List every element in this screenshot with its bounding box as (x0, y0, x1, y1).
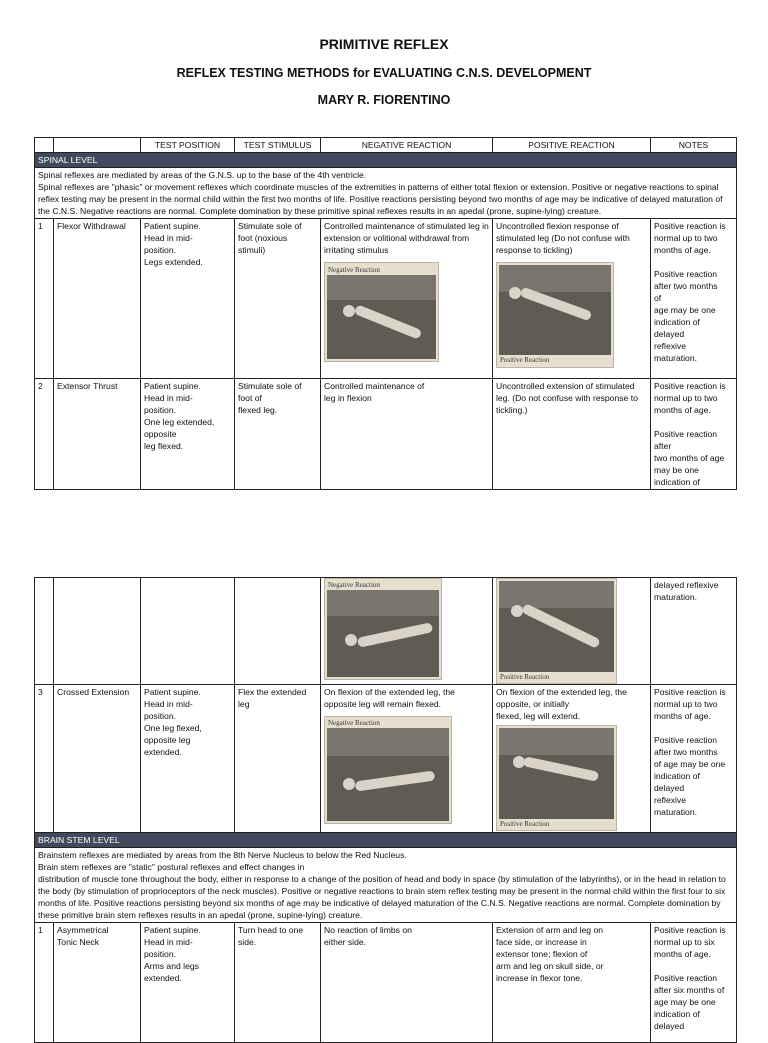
test-position: Patient supine. Head in mid- position. Legs extended. (141, 219, 235, 379)
column-header-positive-reaction: POSITIVE REACTION (493, 138, 651, 153)
column-header-notes: NOTES (651, 138, 737, 153)
negative-reaction-cell (321, 219, 493, 379)
row-number: 3 (35, 685, 54, 833)
reflex-table-part1 (34, 137, 737, 490)
test-stimulus: Stimulate sole of foot (noxious stimuli) (235, 219, 321, 379)
positive-reaction-cell (493, 685, 651, 833)
positive-reaction-cell (493, 578, 651, 685)
section-row-spinal (35, 153, 737, 168)
test-stimulus: Stimulate sole of foot of flexed leg. (235, 379, 321, 490)
section-row-brain-stem (35, 833, 737, 848)
negative-reaction-cell (321, 578, 493, 685)
positive-reaction-text: Uncontrolled flexion response of stimulated leg (Do not confuse with response to tickling) (496, 221, 630, 255)
column-header (54, 138, 141, 153)
test-position: Patient supine. Head in mid- position. Arms and legs extended. (141, 923, 235, 1043)
notes: Positive reaction is normal up to six months of age. Positive reaction after six months of age may be one indication of delayed (651, 923, 737, 1043)
column-header-negative-reaction: NEGATIVE REACTION (321, 138, 493, 153)
positive-reaction-photo (496, 725, 617, 831)
photo-caption: Positive Reaction (500, 673, 550, 681)
table-row (35, 379, 737, 490)
positive-reaction-text: On flexion of the extended leg, the opposite, or initially flexed, leg will extend. (496, 687, 627, 721)
brainstem-paragraph-3: distribution of muscle tone throughout the body, either in response to a change of the position of head and body in space (by stimulation of the labyrinths), or in the head in relation to the body (by stimulation of proprioceptors of the neck muscles). Positive or negative reactions to brain stem reflex testing may be present in the normal child within the first four to six months of life. Positive reactions persisting beyond six months of age may be indicative of delayed maturation of the C.N.S. Negative reactions are normal. Complete domination by these primitive brain stem reflexes results in an apedal (prone, supine-lying) creature. (38, 874, 726, 920)
reflex-name: Flexor Withdrawal (54, 219, 141, 379)
photo-caption: Negative Reaction (328, 266, 380, 274)
section-description-row (35, 848, 737, 923)
column-header-test-position: TEST POSITION (141, 138, 235, 153)
test-stimulus: Flex the extended leg (235, 685, 321, 833)
section-description-brain-stem (35, 848, 737, 923)
negative-reaction-photo (324, 262, 439, 362)
positive-reaction-photo (496, 262, 614, 368)
photo-caption: Negative Reaction (328, 719, 380, 727)
negative-reaction-photo (324, 578, 442, 680)
reflex-name: Asymmetrical Tonic Neck (54, 923, 141, 1043)
reflex-name: Crossed Extension (54, 685, 141, 833)
document-subtitle: REFLEX TESTING METHODS for EVALUATING C.N.S. DEVELOPMENT (176, 66, 592, 80)
negative-reaction-text: No reaction of limbs on either side. (321, 923, 493, 1043)
row-number: 1 (35, 923, 54, 1043)
row-number: 1 (35, 219, 54, 379)
positive-reaction-text: Extension of arm and leg on face side, or increase in extensor tone; flexion of arm and leg on skull side, or increase in flexor tone. (493, 923, 651, 1043)
positive-reaction-cell (493, 219, 651, 379)
notes: delayed reflexive maturation. (651, 578, 737, 685)
section-heading-spinal: SPINAL LEVEL (35, 153, 737, 168)
column-header-test-stimulus: TEST STIMULUS (235, 138, 321, 153)
table-row (35, 923, 737, 1043)
photo-caption: Positive Reaction (500, 356, 550, 364)
test-stimulus: Turn head to one side. (235, 923, 321, 1043)
notes: Positive reaction is normal up to two months of age. Positive reaction after two months of age may be one indication of (651, 379, 737, 490)
negative-reaction-text: On flexion of the extended leg, the opposite leg will remain flexed. (324, 687, 455, 709)
table-row-continued (35, 578, 737, 685)
photo-caption: Negative Reaction (328, 581, 380, 589)
table-row (35, 219, 737, 379)
table-row (35, 685, 737, 833)
column-header (35, 138, 54, 153)
brainstem-paragraph-2: Brain stem reflexes are "static" postural reflexes and effect changes in (38, 862, 305, 872)
document-author: MARY R. FIORENTINO (317, 93, 451, 107)
spinal-paragraph-1: Spinal reflexes are mediated by areas of the G.N.S. up to the base of the 4th ventricle. (38, 170, 367, 180)
reflex-table-part2 (34, 577, 737, 1043)
notes: Positive reaction is normal up to two months of age. Positive reaction after two months of age may be one indication of delayed reflexive maturation. (651, 219, 737, 379)
spinal-paragraph-2: Spinal reflexes are "phasic" or movement reflexes which coordinate muscles of the extremities in patterns of either total flexion or extension. Positive or negative reactions to spinal reflex testing may be present in the normal child within the first two months of life. Positive reactions persisting beyond two months of age may be indicative of delayed maturation of the C.N.S. Negative reactions are normal. Complete domination by these primitive spinal reflexes results in an apedal (prone, supine-lying) creature. (38, 182, 723, 216)
test-position: Patient supine. Head in mid- position. One leg extended, opposite leg flexed. (141, 379, 235, 490)
negative-reaction-text: Controlled maintenance of leg in flexion (321, 379, 493, 490)
section-heading-brain-stem: BRAIN STEM LEVEL (35, 833, 737, 848)
reflex-name: Extensor Thrust (54, 379, 141, 490)
positive-reaction-photo (496, 578, 617, 684)
negative-reaction-cell (321, 685, 493, 833)
notes: Positive reaction is normal up to two months of age. Positive reaction after two months of age may be one indication of delayed reflexive maturation. (651, 685, 737, 833)
row-number: 2 (35, 379, 54, 490)
positive-reaction-text: Uncontrolled extension of stimulated leg. (Do not confuse with response to tickling.) (493, 379, 651, 490)
negative-reaction-photo (324, 716, 452, 824)
brainstem-paragraph-1: Brainstem reflexes are mediated by areas from the 8th Nerve Nucleus to below the Red Nucleus. (38, 850, 407, 860)
test-position: Patient supine. Head in mid- position. One leg flexed, opposite leg extended. (141, 685, 235, 833)
section-description-spinal (35, 168, 737, 219)
section-description-row (35, 168, 737, 219)
negative-reaction-text: Controlled maintenance of stimulated leg in extension or volitional withdrawal from irritating stimulus (324, 221, 489, 255)
table-header-row (35, 138, 737, 153)
document-title: PRIMITIVE REFLEX (319, 36, 449, 52)
photo-caption: Positive Reaction (500, 820, 550, 828)
